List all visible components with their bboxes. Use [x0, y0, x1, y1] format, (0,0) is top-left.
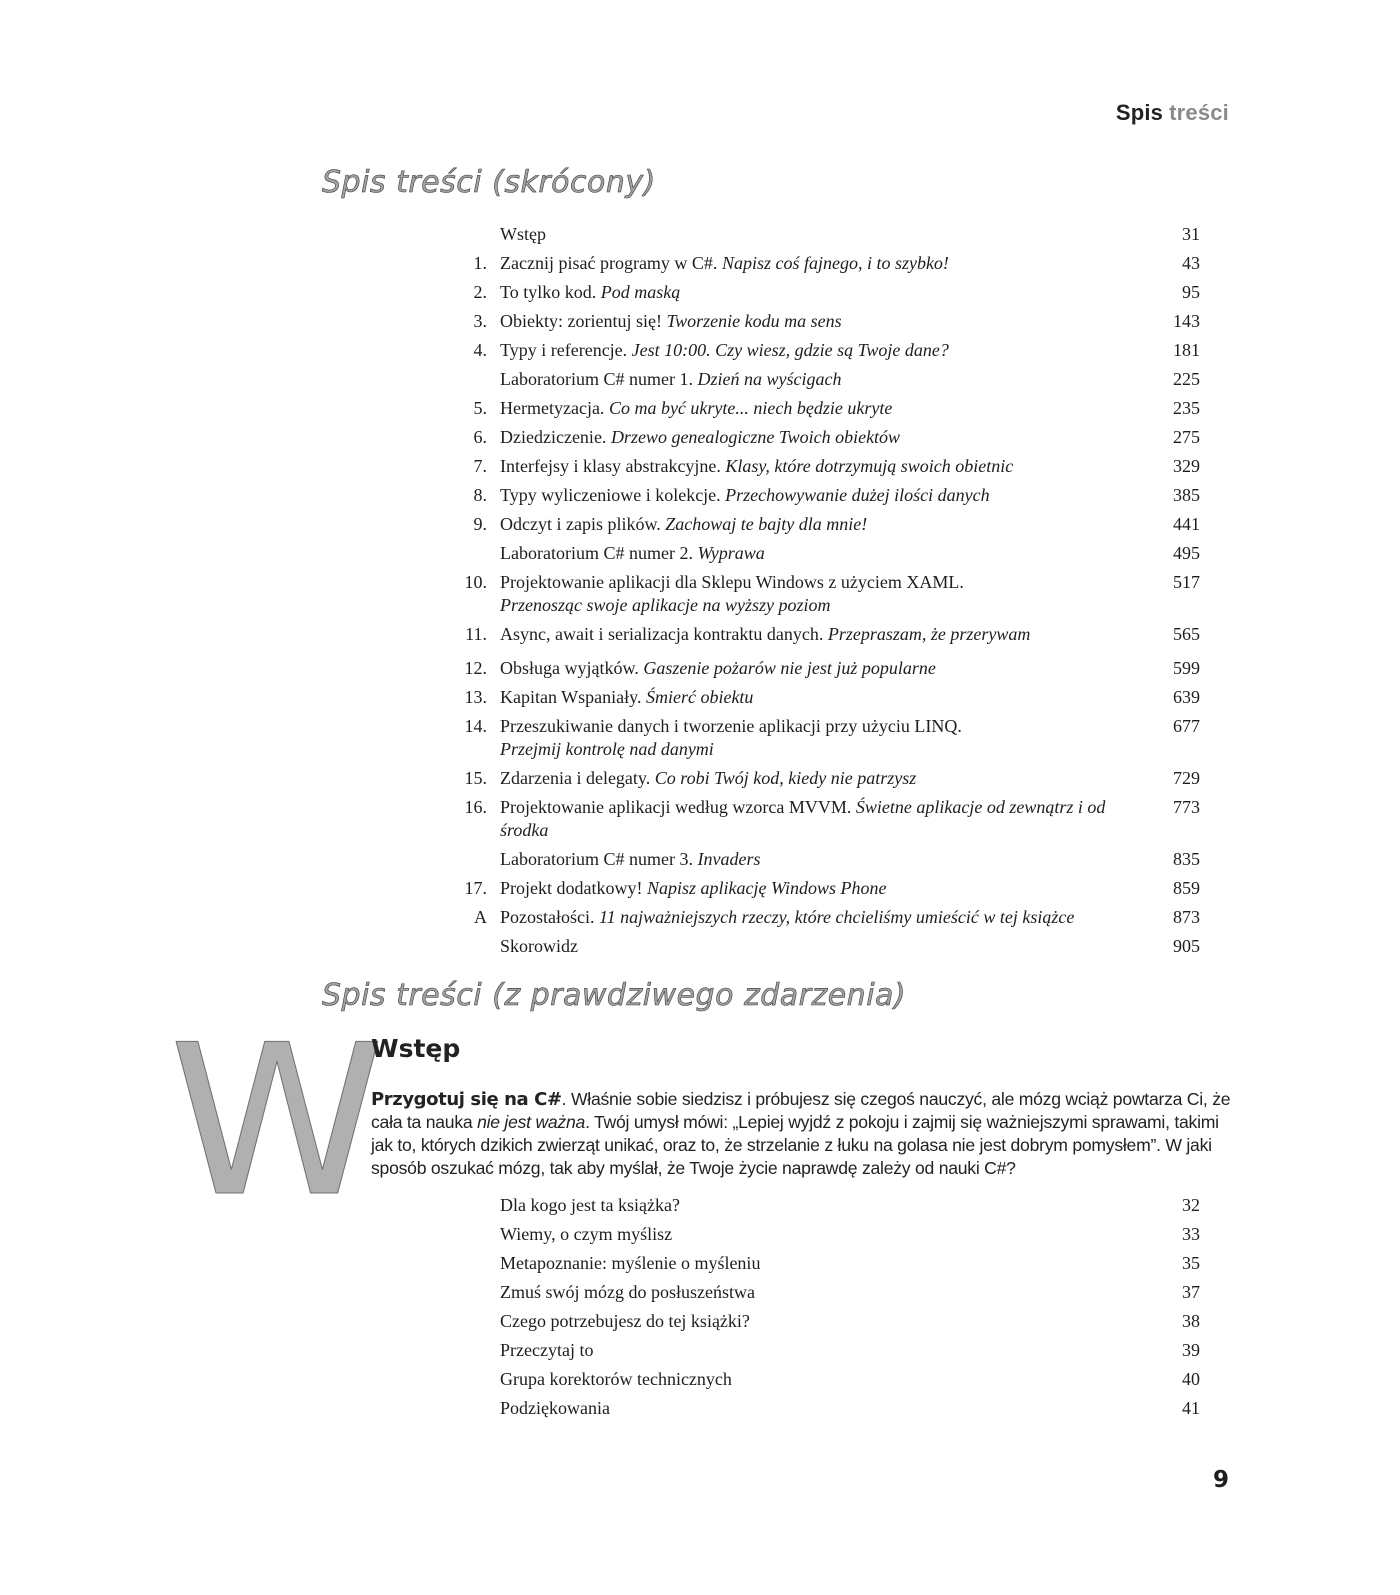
- toc-entry: [460, 623, 1210, 646]
- toc-entry-text: [500, 715, 1140, 761]
- toc-entry: [460, 715, 1210, 761]
- toc-entry-title: Typy wyliczeniowe i kolekcje.: [500, 485, 721, 505]
- toc-entry-text: [500, 426, 1140, 449]
- intro-toc-entry-page: 39: [1182, 1340, 1200, 1360]
- toc-entry: [460, 339, 1210, 362]
- toc-entry-title: Kapitan Wspaniały.: [500, 687, 642, 707]
- toc-entry-subtitle: Świetne aplikacje od zewnątrz i od środka: [500, 797, 1106, 840]
- running-head-bold: Spis: [1115, 100, 1164, 125]
- intro-toc-list: [460, 1194, 1210, 1426]
- toc-entry-title: Typy i referencje.: [500, 340, 628, 360]
- running-head-light: treści: [1169, 100, 1229, 125]
- toc-entry-number: A: [474, 907, 487, 927]
- page-number: 9: [1212, 1467, 1229, 1493]
- toc-entry-title: Interfejsy i klasy abstrakcyjne.: [500, 456, 721, 476]
- toc-entry: [460, 455, 1210, 478]
- toc-entry-number: 15.: [464, 768, 487, 788]
- toc-entry-subtitle: Przejmij kontrolę nad danymi: [500, 739, 714, 759]
- intro-toc-entry-page: 38: [1182, 1311, 1200, 1331]
- toc-entry-subtitle: Napisz coś fajnego, i to szybko!: [721, 253, 949, 273]
- toc-entry-number: 6.: [473, 427, 487, 447]
- toc-entry: [460, 252, 1210, 275]
- toc-entry-page: 275: [1173, 427, 1200, 447]
- toc-entry-text: [500, 542, 1140, 565]
- toc-entry: [460, 310, 1210, 333]
- intro-toc-entry-page: 40: [1182, 1369, 1200, 1389]
- intro-paragraph: [371, 1088, 1233, 1180]
- toc-entry-text: [500, 368, 1140, 391]
- toc-entry-subtitle: Klasy, które dotrzymują swoich obietnic: [725, 456, 1014, 476]
- toc-entry: [460, 571, 1210, 617]
- toc-entry-title: Hermetyzacja.: [500, 398, 605, 418]
- toc-entry-subtitle: Tworzenie kodu ma sens: [666, 311, 842, 331]
- toc-entry-subtitle: Co ma być ukryte... niech będzie ukryte: [608, 398, 893, 418]
- toc-entry-subtitle: Dzień na wyścigach: [697, 369, 842, 389]
- toc-entry: [460, 657, 1210, 680]
- toc-entry-title: Async, await i serializacja kontraktu danych.: [500, 624, 824, 644]
- toc-entry-number: 8.: [473, 485, 487, 505]
- intro-toc-entry-text: Czego potrzebujesz do tej książki?: [500, 1311, 750, 1331]
- intro-toc-entry-page: 33: [1182, 1224, 1200, 1244]
- toc-entry-text: [500, 623, 1140, 646]
- intro-text-2: . Twój umysł mówi: „Lepiej wyjdź z pokoju i zajmij się ważniejszymi sprawami, takimi jak to, których dzikich zwierząt unikać, oraz to, że strzelanie z łuku na golasa nie jest dobrym pomysłem”. W jaki sposób oszukać mózg, tak aby myślał, że Twoje życie naprawdę zależy od nauki C#?: [371, 1112, 1219, 1178]
- toc-entry-text: [500, 397, 1140, 420]
- intro-heading: Wstęp: [371, 1034, 461, 1063]
- toc-entry-number: 12.: [464, 658, 487, 678]
- toc-entry-page: 181: [1173, 340, 1200, 360]
- toc-entry-text: [500, 223, 1140, 246]
- toc-entry-text: [500, 513, 1140, 536]
- toc-entry-number: 5.: [473, 398, 487, 418]
- toc-entry-text: [500, 484, 1140, 507]
- intro-toc-entry-text: Podziękowania: [500, 1398, 610, 1418]
- toc-entry-page: 143: [1173, 311, 1200, 331]
- toc-entry-text: [500, 252, 1140, 275]
- toc-entry-page: 729: [1173, 768, 1200, 788]
- toc-entry-page: 441: [1173, 514, 1200, 534]
- intro-text-1: . Właśnie sobie siedzisz i próbujesz się czegoś nauczyć, ale mózg wciąż powtarza Ci, że cała ta nauka: [371, 1089, 1231, 1132]
- toc-entry-text: [500, 796, 1140, 842]
- toc-entry-number: 11.: [465, 624, 487, 644]
- toc-entry-title: Odczyt i zapis plików.: [500, 514, 661, 534]
- intro-toc-entry-page: 32: [1182, 1195, 1200, 1215]
- toc-entry-subtitle: Śmierć obiektu: [645, 687, 754, 707]
- toc-entry: [460, 686, 1210, 709]
- toc-entry-page: 599: [1173, 658, 1200, 678]
- toc-entry-title: Projekt dodatkowy!: [500, 878, 643, 898]
- toc-entry-number: 13.: [464, 687, 487, 707]
- intro-toc-entry-text: Metapoznanie: myślenie o myśleniu: [500, 1253, 761, 1273]
- toc-entry-subtitle: 11 najważniejszych rzeczy, które chcieliśmy umieścić w tej książce: [599, 907, 1075, 927]
- toc-entry-title: Przeszukiwanie danych i tworzenie aplikacji przy użyciu LINQ.: [500, 716, 962, 736]
- toc-entry-page: 385: [1173, 485, 1200, 505]
- toc-entry-page: 517: [1173, 572, 1200, 592]
- toc-entry-subtitle: Gaszenie pożarów nie jest już popularne: [643, 658, 936, 678]
- toc-entry-text: [500, 848, 1140, 871]
- toc-entry-subtitle: Jest 10:00. Czy wiesz, gdzie są Twoje dane?: [631, 340, 949, 360]
- toc-entry-page: 565: [1173, 624, 1200, 644]
- toc-entry-page: 95: [1182, 282, 1200, 302]
- intro-toc-entry-text: Zmuś swój mózg do posłuszeństwa: [500, 1282, 755, 1302]
- intro-dropcap: W: [168, 1001, 385, 1243]
- toc-entry-subtitle: Napisz aplikację Windows Phone: [646, 878, 887, 898]
- toc-entry-number: 16.: [464, 797, 487, 817]
- toc-entry: [460, 767, 1210, 790]
- intro-toc-entry: [460, 1252, 1210, 1275]
- toc-entry-text: [500, 455, 1140, 478]
- toc-entry-title: Zacznij pisać programy w C#.: [500, 253, 718, 273]
- toc-entry-page: 31: [1182, 224, 1200, 244]
- toc-entry-page: 873: [1173, 907, 1200, 927]
- toc-entry: [460, 368, 1210, 391]
- toc-entry-number: 7.: [473, 456, 487, 476]
- toc-real-title: Spis treści (z prawdziwego zdarzenia): [322, 978, 907, 1013]
- toc-entry: [460, 426, 1210, 449]
- toc-entry-number: 9.: [473, 514, 487, 534]
- intro-toc-entry: [460, 1281, 1210, 1304]
- toc-entry-subtitle: Pod maską: [600, 282, 681, 302]
- intro-toc-entry-text: Grupa korektorów technicznych: [500, 1369, 732, 1389]
- toc-entry-text: [500, 339, 1140, 362]
- toc-entry: [460, 906, 1210, 929]
- toc-entry-subtitle: Drzewo genealogiczne Twoich obiektów: [610, 427, 901, 447]
- intro-toc-entry-page: 37: [1182, 1282, 1200, 1302]
- toc-entry-page: 773: [1173, 797, 1200, 817]
- intro-toc-entry-text: Wiemy, o czym myślisz: [500, 1224, 673, 1244]
- toc-entry-subtitle: Przechowywanie dużej ilości danych: [725, 485, 990, 505]
- toc-entry: [460, 848, 1210, 871]
- intro-toc-entry: [460, 1397, 1210, 1420]
- intro-toc-entry: [460, 1310, 1210, 1333]
- toc-entry-text: [500, 310, 1140, 333]
- toc-entry-title: Laboratorium C# numer 1.: [500, 369, 693, 389]
- toc-entry-page: 43: [1182, 253, 1200, 273]
- toc-entry-page: 677: [1173, 716, 1200, 736]
- running-head: [1116, 100, 1229, 126]
- toc-entry: [460, 484, 1210, 507]
- toc-entry-page: 639: [1173, 687, 1200, 707]
- toc-entry-text: [500, 935, 1140, 958]
- toc-entry-title: To tylko kod.: [500, 282, 597, 302]
- toc-entry-text: [500, 877, 1140, 900]
- toc-entry-page: 835: [1173, 849, 1200, 869]
- toc-entry-title: Obiekty: zorientuj się!: [500, 311, 662, 331]
- intro-toc-entry-text: Dla kogo jest ta książka?: [500, 1195, 680, 1215]
- toc-entry-title: Dziedziczenie.: [500, 427, 607, 447]
- toc-entry: [460, 223, 1210, 246]
- intro-toc-entry: [460, 1223, 1210, 1246]
- toc-entry-title: Laboratorium C# numer 3.: [500, 849, 693, 869]
- intro-toc-entry-page: 41: [1182, 1398, 1200, 1418]
- toc-entry-number: 17.: [464, 878, 487, 898]
- toc-entry-page: 235: [1173, 398, 1200, 418]
- toc-entry-text: [500, 767, 1140, 790]
- toc-entry-number: 4.: [473, 340, 487, 360]
- intro-toc-entry: [460, 1368, 1210, 1391]
- toc-entry-title: Pozostałości.: [500, 907, 595, 927]
- toc-entry-title: Projektowanie aplikacji dla Sklepu Windows z użyciem XAML.: [500, 572, 964, 592]
- toc-entry-page: 859: [1173, 878, 1200, 898]
- toc-entry-title: Projektowanie aplikacji według wzorca MVVM.: [500, 797, 852, 817]
- toc-entry-number: 1.: [473, 253, 487, 273]
- toc-entry-title: Skorowidz: [500, 936, 578, 956]
- toc-entry-title: Wstęp: [500, 224, 546, 244]
- toc-entry-number: 10.: [464, 572, 487, 592]
- toc-entry-page: 495: [1173, 543, 1200, 563]
- toc-entry-title: Zdarzenia i delegaty.: [500, 768, 651, 788]
- toc-entry-number: 2.: [473, 282, 487, 302]
- toc-entry-subtitle: Przenosząc swoje aplikacje na wyższy poziom: [500, 595, 831, 615]
- toc-entry-page: 225: [1173, 369, 1200, 389]
- toc-entry-title: Laboratorium C# numer 2.: [500, 543, 693, 563]
- toc-entry-number: 14.: [464, 716, 487, 736]
- intro-toc-entry-text: Przeczytaj to: [500, 1340, 594, 1360]
- toc-entry-text: [500, 657, 1140, 680]
- toc-entry-subtitle: Zachowaj te bajty dla mnie!: [665, 514, 868, 534]
- toc-short-title: Spis treści (skrócony): [322, 165, 656, 200]
- toc-entry: [460, 796, 1210, 842]
- toc-entry: [460, 935, 1210, 958]
- intro-toc-entry: [460, 1339, 1210, 1362]
- toc-entry-page: 905: [1173, 936, 1200, 956]
- intro-lead: Przygotuj się na C#: [371, 1089, 562, 1110]
- toc-entry-subtitle: Invaders: [697, 849, 761, 869]
- toc-entry-text: [500, 571, 1140, 617]
- intro-emphasis: nie jest ważna: [477, 1112, 586, 1132]
- toc-entry-subtitle: Co robi Twój kod, kiedy nie patrzysz: [654, 768, 917, 788]
- intro-toc-entry-page: 35: [1182, 1253, 1200, 1273]
- toc-entry-text: [500, 686, 1140, 709]
- toc-entry-page: 329: [1173, 456, 1200, 476]
- toc-entry: [460, 513, 1210, 536]
- toc-entry: [460, 877, 1210, 900]
- toc-entry-number: 3.: [473, 311, 487, 331]
- toc-short-list: [460, 223, 1210, 964]
- toc-entry: [460, 281, 1210, 304]
- toc-entry-text: [500, 906, 1140, 929]
- toc-entry-title: Obsługa wyjątków.: [500, 658, 639, 678]
- toc-entry-subtitle: Przepraszam, że przerywam: [827, 624, 1031, 644]
- intro-toc-entry: [460, 1194, 1210, 1217]
- toc-entry-subtitle: Wyprawa: [697, 543, 765, 563]
- toc-entry: [460, 397, 1210, 420]
- toc-entry: [460, 542, 1210, 565]
- toc-entry-text: [500, 281, 1140, 304]
